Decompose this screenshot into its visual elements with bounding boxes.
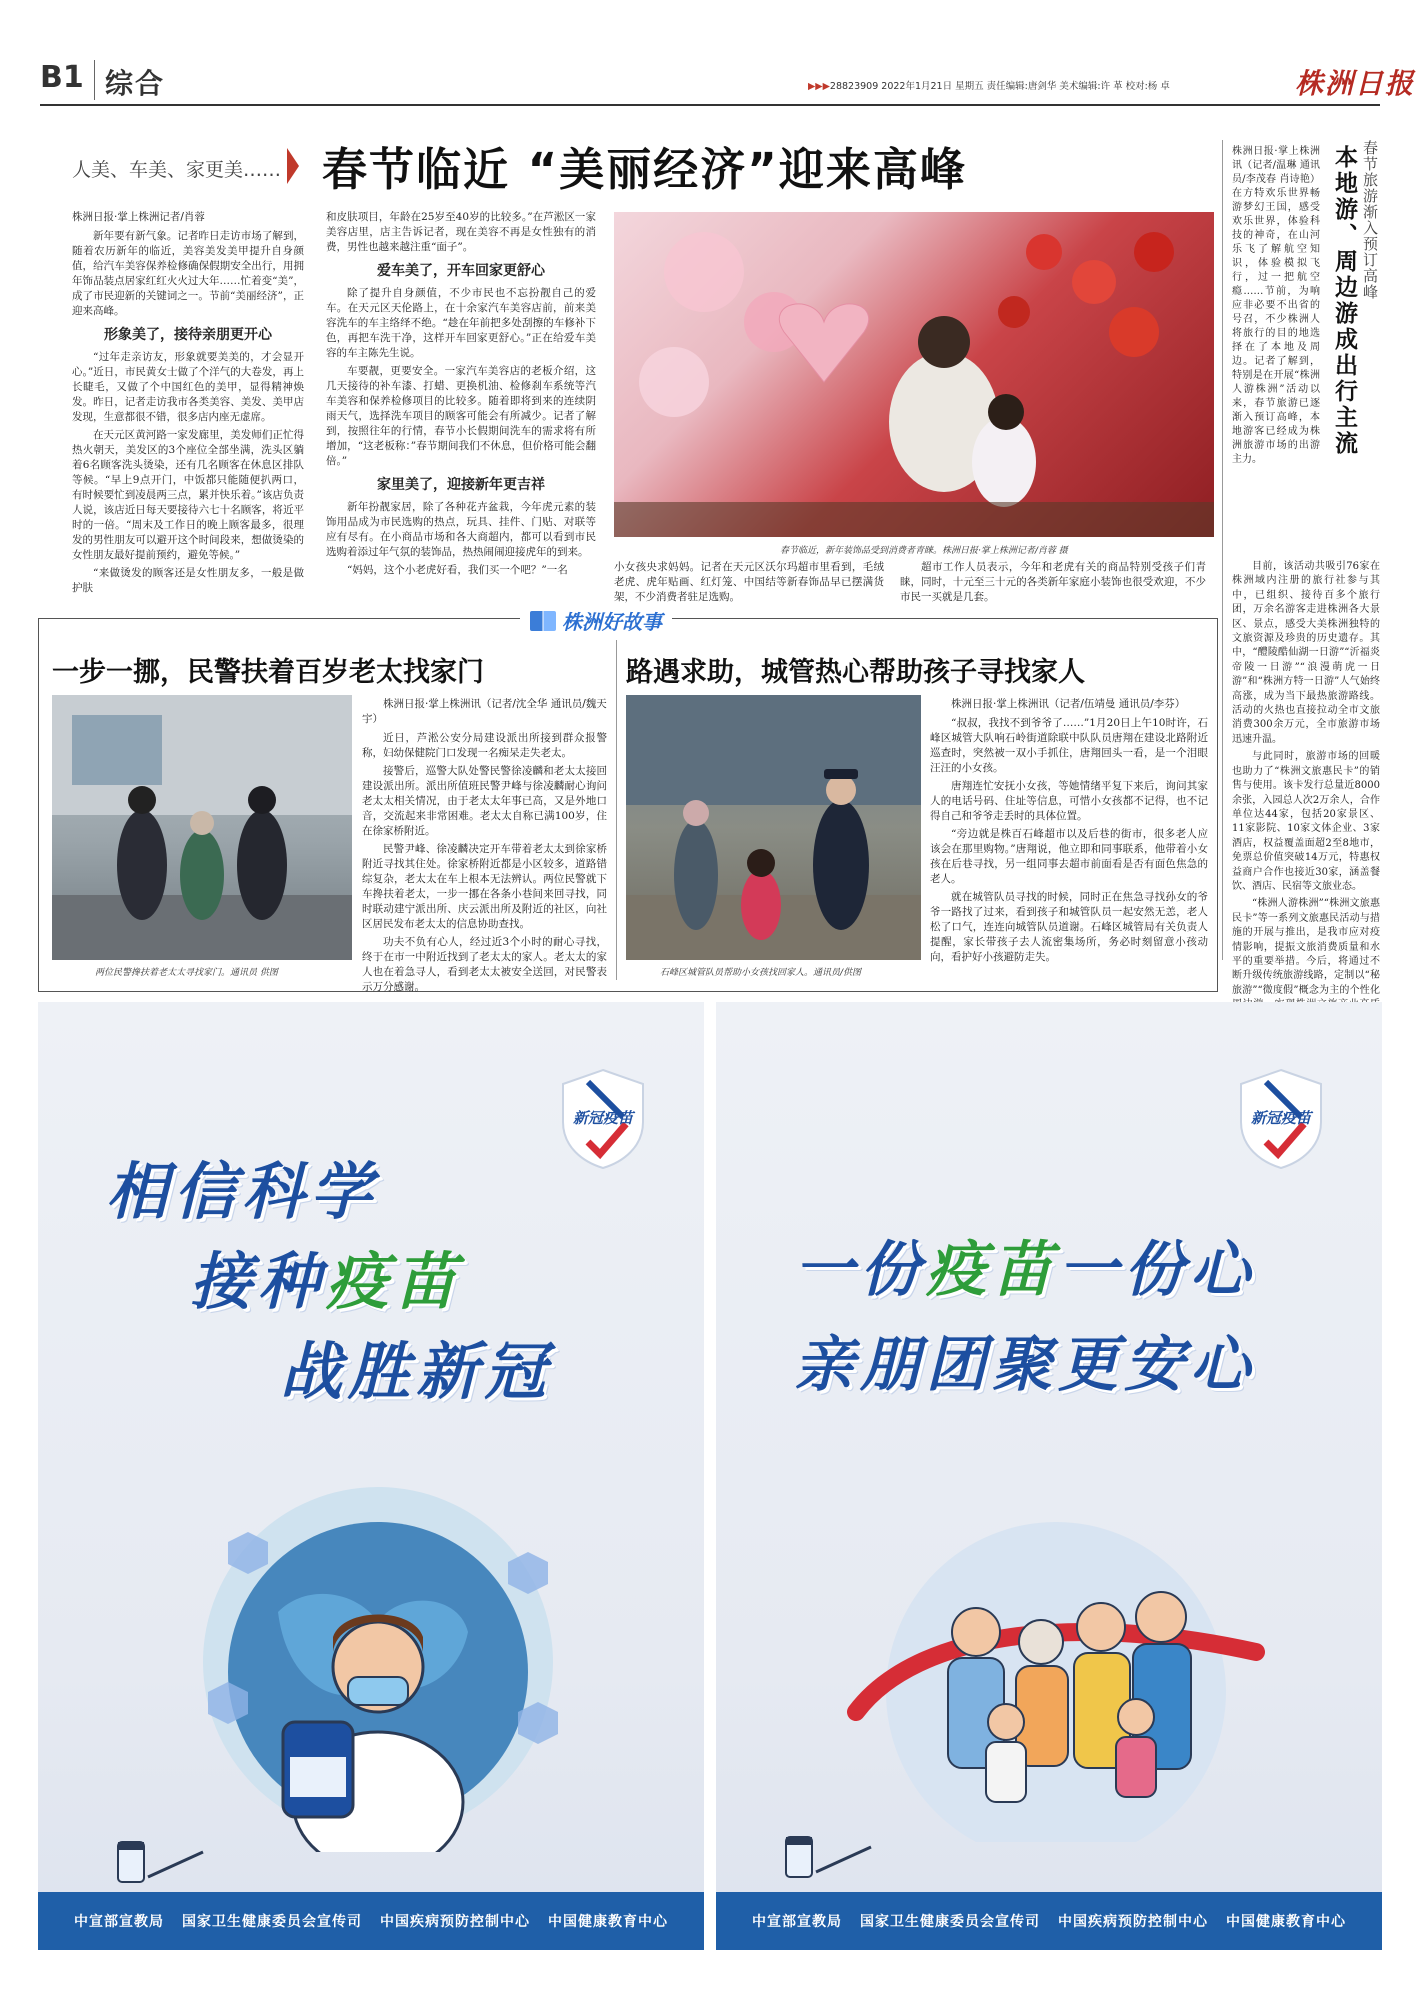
family-illustration	[836, 1512, 1276, 1842]
poster-right-line1-c: 一份心	[1058, 1235, 1256, 1305]
poster-right-line2: 亲朋团聚更安心	[794, 1330, 1256, 1400]
right-kicker: 春节旅游渐入预订高峰	[1361, 140, 1379, 300]
lead-subhead: 形象美了，接待亲朋更开心	[104, 327, 272, 343]
story1-paragraph: 功夫不负有心人，经过近3个小时的耐心寻找，终于在市一中附近找到了老太太的家人。老太太的家人也在着急寻人，看到老太太被安全送回，对民警表示万分感谢。	[362, 936, 607, 993]
poster-left-line2-a: 接种	[190, 1245, 327, 1318]
story1-paragraph: 近日，芦淞公安分局建设派出所接到群众报警称，妇幼保健院门口发现一名痴呆走失老太。	[362, 732, 607, 759]
kicker-arrow-icon	[287, 148, 299, 184]
header-info: ▶▶▶28823909 2022年1月21日 星期五 责任编辑:唐剑华 美术编辑:许 革 校对:杨 卓	[808, 81, 1170, 92]
decoration-police-illustration	[52, 695, 352, 960]
story2-title: 路遇求助，城管热心帮助孩子寻找家人	[626, 657, 1085, 688]
poster-left-line2-b: 疫苗	[326, 1245, 463, 1318]
vial-icon	[88, 1832, 208, 1892]
lead-photo	[614, 212, 1214, 537]
lead-subhead: 家里美了，迎接新年更吉祥	[377, 477, 545, 493]
poster-left-footer	[38, 1892, 704, 1950]
poster-right-line1-b: 疫苗	[926, 1235, 1058, 1305]
poster-left-line2	[190, 1232, 462, 1321]
story1-title: 一步一挪，民警扶着百岁老太找家门	[52, 657, 484, 688]
stories-divider	[616, 640, 617, 980]
footer-org: 中国疾病预防控制中心	[380, 1914, 530, 1930]
story2-photo	[626, 695, 921, 960]
story1-paragraph: 民警尹峰、徐凌麟决定开车带着老太太到徐家桥附近寻找其住处。徐家桥附近都是小区较多，道路错综复杂，老太太在车上根本无法辨认。两位民警就下车搀扶着老太，一步一挪在各条小巷间来回寻找，同时联动建宁派出所、庆云派出所及附近的社区，向社区居民发布老太太的信息协助查找。	[362, 843, 607, 930]
right-bottom-text	[1232, 560, 1380, 1030]
lead-paragraph: 和皮肤项目，年龄在25岁至40岁的比较多。”在芦淞区一家美容店里，店主告诉记者，现在美容不再是女性独有的消费，男性也越来越注重“面子”。	[326, 211, 596, 253]
header-divider	[94, 60, 95, 100]
lead-column-2	[326, 210, 596, 581]
vaccine-poster-left	[38, 1002, 704, 1950]
poster-right-footer	[716, 1892, 1382, 1950]
lead-paragraph: 小女孩央求妈妈。记者在天元区沃尔玛超市里看到，毛绒老虎、虎年贴画、红灯笼、中国结等新春饰品早已摆满货架，不少消费者驻足选购。	[614, 561, 884, 603]
lead-column-3	[614, 560, 884, 608]
badge-text: 新冠疫苗	[572, 1109, 633, 1127]
badge-text: 新冠疫苗	[1250, 1109, 1311, 1127]
lead-column-1	[72, 210, 304, 599]
story1-byline: 株洲日报·掌上株洲讯（记者/沈全华 通讯员/魏天宇）	[362, 698, 607, 725]
story2-text	[930, 697, 1208, 968]
good-stories-banner	[520, 606, 672, 635]
story1-paragraph: 接警后，巡警大队处警民警徐凌麟和老太太接回建设派出所。派出所值班民警尹峰与徐凌麟耐心询问老太太相关情况，由于老太太年事已高，又是外地口音，交流起来非常困难。老太太自称已满100岁，住在徐家桥附近。	[362, 765, 607, 837]
lead-paragraph: “过年走亲访友，形象就要美美的，才会显开心。”近日，市民黄女士做了个洋气的大卷发，再上长睫毛，又做了个中国红色的美甲，显得精神焕发。昨日，记者走访我市各类美容、美发、美甲店发现，生意都很不错，很多店内座无虚席。	[72, 351, 304, 423]
decoration-cityguard-illustration	[626, 695, 921, 960]
lead-paragraph: 新年要有新气象。记者昨日走访市场了解到，随着农历新年的临近，美容美发美甲提升自身颜值，给汽车美容保养检修确保假期安全出行，用拥年饰品装点居家红红火火过大年……忙着变“美”，成了市民迎新的关键词之一。节前“美丽经济”，正迎来高峰。	[72, 230, 304, 317]
lead-paragraph: 车要靓，更要安全。一家汽车美容店的老板介绍，这几天接待的补车漆、打蜡、更换机油、检修刹车系统等汽车美容和保养检修项目的比较多。随着即将到来的连续阴雨天气，选择洗车项目的顾客可能会有所减少。记者了解到，按照往年的行情，春节小长假期间洗车的需求将有所增加，“这老板称：”春节期间我们不休息，但价格可能会翻倍。”	[326, 365, 596, 467]
right-top-text	[1232, 145, 1320, 470]
right-paragraph: 与此同时，旅游市场的回暖也助力了“株洲文旅惠民卡”的销售与使用。该卡发行总量近8000余张，入园总人次2万余人，合作单位达44家，包括20家景区、11家影院、10家文体企业、3家酒店，权益覆盖面超2至8地市，免票总价值突破14万元，特惠权益商户合作也接近30家，涵盖餐饮、酒店、民宿等文旅业态。	[1232, 751, 1380, 892]
story1-caption: 两位民警搀扶着老太太寻找家门。通讯员 供图	[95, 968, 278, 978]
lead-kicker: 人美、车美、家更美……	[72, 159, 282, 181]
story2-paragraph: 就在城管队员寻找的时候，同时正在焦急寻找孙女的爷爷一路找了过来，看到孩子和城管队员一起安然无恙，老人松了口气，连连向城管队员道谢。石峰区城管局有关负责人提醒，家长带孩子去人流密集场所，务必时刻留意小孩动向，看护好小孩避防走失。	[930, 891, 1208, 963]
story1-photo	[52, 695, 352, 960]
header-rule	[40, 104, 1380, 106]
lead-paragraph: 新年扮靓家居，除了各种花卉盆栽，今年虎元素的装饰用品成为市民选购的热点，玩具、挂件、门贴、对联等应有尽有。在小商品市场和各大商超内，都可以看到市民选购着添过年气氛的装饰品，热热闹闹迎接虎年的到来。	[326, 501, 596, 558]
lead-photo-caption: 春节临近，新年装饰品受到消费者青睐。株洲日报·掌上株洲记者/肖蓉 摄	[780, 546, 1068, 556]
lead-column-4	[900, 560, 1206, 608]
lead-paragraph: 在天元区黄河路一家发廊里，美发师们正忙得热火朝天，美发区的3个座位全部坐满，洗头区躺着6名顾客洗头烫染，还有几名顾客在休息区排队等候。“早上9点开门，中饭都只能随便扒两口，有时候要忙到凌晨两三点，累并快乐着。”该店负责人说，该店近日每天要接待六七十名顾客，将近平时的一倍。“周末及工作日的晚上顾客最多，很理发的男性朋友可以避开这个时间段来，想做烫染的女性朋友最好提前预约，避免等候。”	[72, 429, 304, 561]
story2-paragraph: “叔叔，我找不到爷爷了……”1月20日上午10时许，石峰区城管大队响石岭街道除联中队队员唐翔在建设北路附近巡查时，突然被一双小手抓住，唐翔回头一看，是一个泪眼汪汪的小女孩。	[930, 717, 1208, 774]
poster-right-line1	[794, 1222, 1256, 1308]
footer-org: 中国健康教育中心	[548, 1914, 668, 1930]
footer-org: 中宣部宣教局	[752, 1914, 842, 1930]
section-name: 综合	[105, 67, 166, 100]
story2-paragraph: 唐翔连忙安抚小女孩，等她情绪平复下来后，询问其家人的电话号码、住址等信息，可惜小女孩都不记得，也不记得自己和爷爷走丢时的具体位置。	[930, 780, 1208, 822]
story2-paragraph: “旁边就是株百石峰超市以及后巷的街市，很多老人应该会在那里购物。”唐翔说，他立即和同事联系，他带着小女孩在后巷寻找，另一组同事去超市前面看是否有面色焦急的老人。	[930, 828, 1208, 885]
vaccine-badge	[548, 1062, 658, 1172]
right-paragraph: “株洲人游株洲”“株洲文旅惠民卡”等一系列文旅惠民活动与措施的开展与推出，是我市应对疫情影响，提振文旅消费质量和水平的重要举措。今后，将通过不断升级传统旅游线路，定制以“秘旅游”“微度假”概念为主的个性化	[1232, 898, 1380, 996]
doctor-globe-illustration	[168, 1472, 588, 1852]
poster-left-line3: 战胜新冠	[280, 1335, 553, 1408]
poster-left-line1: 相信科学	[106, 1155, 379, 1228]
banner-text: 株洲好故事	[562, 610, 662, 634]
poster-right-line1-a: 一份	[794, 1235, 926, 1305]
footer-org: 国家卫生健康委员会宣传司	[860, 1914, 1040, 1930]
right-column-divider	[1222, 140, 1223, 960]
lead-byline: 株洲日报·掌上株洲记者/肖蓉	[72, 211, 205, 223]
page-code: B1	[40, 60, 84, 95]
right-paragraph: 株洲日报·掌上株洲讯（记者/温琳 通讯员/李茂春 肖诗艳）在方特欢乐世界畅游梦幻王国，感受欢乐世界，体验科技的神奇，在山河乐飞了解航空知识，体验模拟飞行，过一把航空瘾……节前，为响应非必要不出省的号召，不少株洲人将旅行的目的地选择在了本地及周边。记者了解到，特别是在开展“株洲人游株洲”活动以来，春节旅游已逐渐入预订高峰，本地游客已经成为株洲旅游市场的出游主力。	[1232, 146, 1320, 465]
lead-paragraph: “妈妈，这个小老虎好看，我们买一个吧？”一名	[347, 564, 568, 576]
newspaper-logo: 株洲日报	[1295, 67, 1416, 100]
story2-caption: 石峰区城管队员帮助小女孩找回家人。通讯员/供图	[660, 968, 862, 978]
vaccine-badge	[1226, 1062, 1336, 1172]
lead-title: 春节临近 “美丽经济”迎来高峰	[322, 143, 967, 196]
lead-paragraph: “来做烫发的顾客还是女性朋友多，一般是做护肤	[72, 567, 304, 594]
right-title: 本地游、周边游成出行主流	[1331, 145, 1357, 457]
lead-subhead: 爱车美了，开车回家更舒心	[377, 263, 545, 279]
footer-org: 国家卫生健康委员会宣传司	[182, 1914, 362, 1930]
lead-paragraph: 除了提升自身颜值，不少市民也不忘扮靓自己的爱车。在天元区天伦路上，在十余家汽车美容店前，前来美容洗车的车主络绎不绝。“趁在年前把多处刮擦的车修补下色，再把车洗干净，这样开车回家更舒心。”正在给爱车美容的车主陈先生说。	[326, 287, 596, 359]
right-paragraph: 目前，该活动共吸引76家在株洲域内注册的旅行社参与其中，已组织、接待百多个旅行团，万余名游客走进株洲各大景区、景点，感受大美株洲独特的文旅资源及珍贵的历史遗存。其中，“醴陵酷仙湖一日游”“沂福炎帝陵一日游”“浪漫萌虎一日游”和“株洲方特一日游”人气始终高涨，成为当下最热旅游路线。活动的火热也直接拉动全市文旅消费300余万元，全市旅游市场迅速升温。	[1232, 561, 1380, 745]
footer-org: 中国疾病预防控制中心	[1058, 1914, 1208, 1930]
footer-org: 中宣部宣教局	[74, 1914, 164, 1930]
arrow-icon: ▶▶▶	[808, 81, 830, 92]
footer-org: 中国健康教育中心	[1226, 1914, 1346, 1930]
decoration-photo-illustration	[614, 212, 1214, 537]
story2-byline: 株洲日报·掌上株洲讯（记者/伍靖曼 通讯员/李芬）	[951, 698, 1186, 710]
story1-text	[362, 697, 607, 998]
vaccine-poster-right	[716, 1002, 1382, 1950]
lead-paragraph: 超市工作人员表示，今年和老虎有关的商品特别受孩子们青睐，同时，十元至三十元的各类新年家庭小装饰也很受欢迎，不少市民一买就是几套。	[900, 561, 1206, 603]
vial-icon	[756, 1822, 876, 1892]
book-icon	[530, 611, 556, 631]
